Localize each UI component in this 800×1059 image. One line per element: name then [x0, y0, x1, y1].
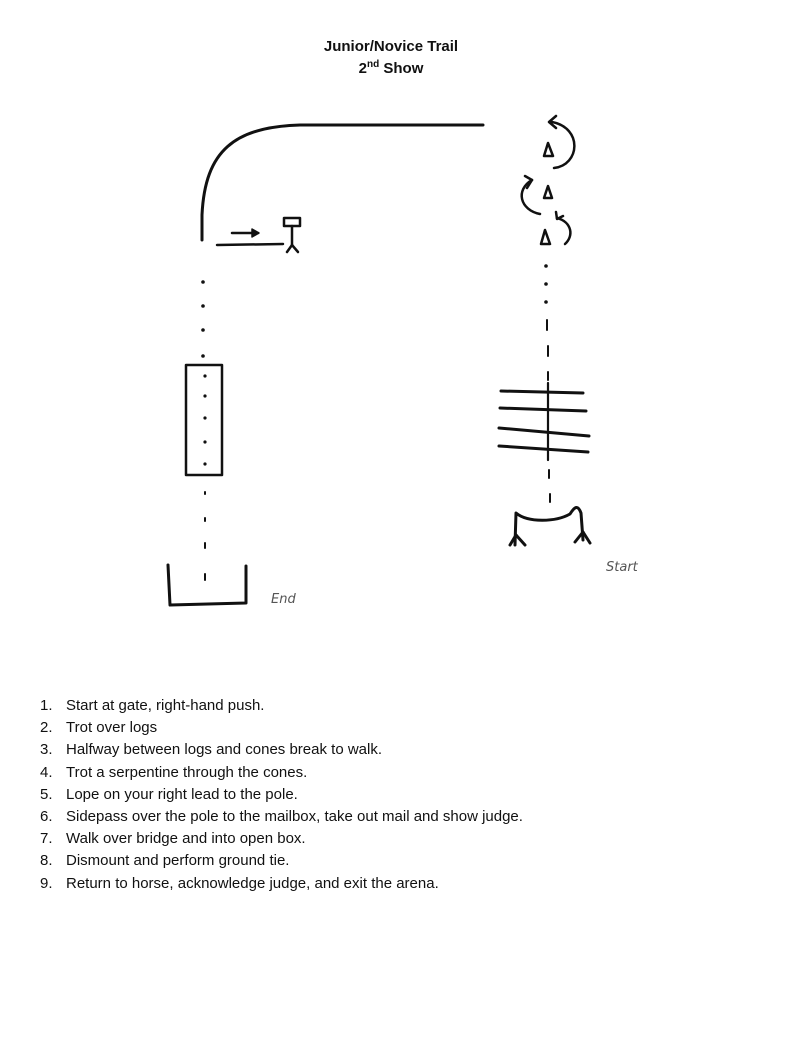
instruction-step	[40, 806, 523, 828]
step-number: 6.	[40, 808, 53, 826]
right-path-dashes	[547, 320, 548, 380]
step-text: Lope on your right lead to the pole.	[66, 785, 298, 803]
instruction-step	[40, 850, 523, 872]
left-path-dots	[201, 280, 205, 358]
show-ordinal-suffix: nd	[366, 59, 380, 70]
cone-icon	[544, 143, 553, 156]
mailbox-icon	[284, 218, 300, 252]
step-text: Start at gate, right-hand push.	[66, 697, 265, 714]
instruction-step	[40, 828, 523, 850]
step-text: Trot a serpentine through the cones.	[66, 763, 308, 781]
step-text: Halfway between logs and cones break to walk.	[66, 741, 383, 759]
instruction-step	[40, 695, 523, 717]
instruction-step	[40, 739, 523, 761]
instruction-step	[40, 784, 523, 806]
sidepass-arrow-icon	[232, 229, 259, 237]
serpentine-arrow-3	[557, 218, 570, 244]
step-text: Dismount and perform ground tie.	[66, 852, 290, 870]
step-number: 9.	[40, 874, 53, 892]
step-number: 3.	[40, 741, 53, 759]
cone-icon	[544, 186, 552, 198]
show-number: 2	[358, 60, 367, 77]
step-text: Sidepass over the pole to the mailbox, take out mail and show judge.	[66, 808, 523, 826]
step-number: 7.	[40, 830, 53, 848]
start-gate	[510, 507, 590, 545]
serpentine-arrow-head-3	[556, 212, 563, 219]
step-text: Walk over bridge and into open box.	[66, 830, 306, 848]
step-number: 2.	[40, 719, 53, 737]
end-label: End	[271, 592, 296, 607]
cone-icon	[541, 230, 550, 244]
start-label: Start	[606, 560, 638, 575]
step-text: Return to horse, acknowledge judge, and exit the arena.	[66, 874, 439, 892]
sidepass-pole	[217, 244, 283, 245]
bridge	[186, 365, 222, 475]
step-number: 1.	[40, 697, 53, 714]
right-path-dots	[544, 264, 548, 304]
bridge-path-dots	[203, 374, 206, 465]
show-word: Show	[383, 60, 424, 77]
step-number: 5.	[40, 785, 53, 803]
lower-right-path-dashes	[549, 470, 550, 502]
open-box	[168, 565, 246, 605]
page-title: Junior/Novice Trail	[323, 38, 459, 55]
trot-logs	[499, 383, 589, 460]
instruction-list	[40, 695, 523, 895]
instruction-step	[40, 717, 523, 739]
step-number: 4.	[40, 763, 53, 781]
arena-rail-line	[202, 125, 483, 240]
instruction-step	[40, 873, 523, 895]
step-number: 8.	[40, 852, 53, 870]
step-text: Trot over logs	[66, 719, 158, 737]
serpentine-arrow-2	[522, 180, 540, 214]
instruction-step	[40, 762, 523, 784]
